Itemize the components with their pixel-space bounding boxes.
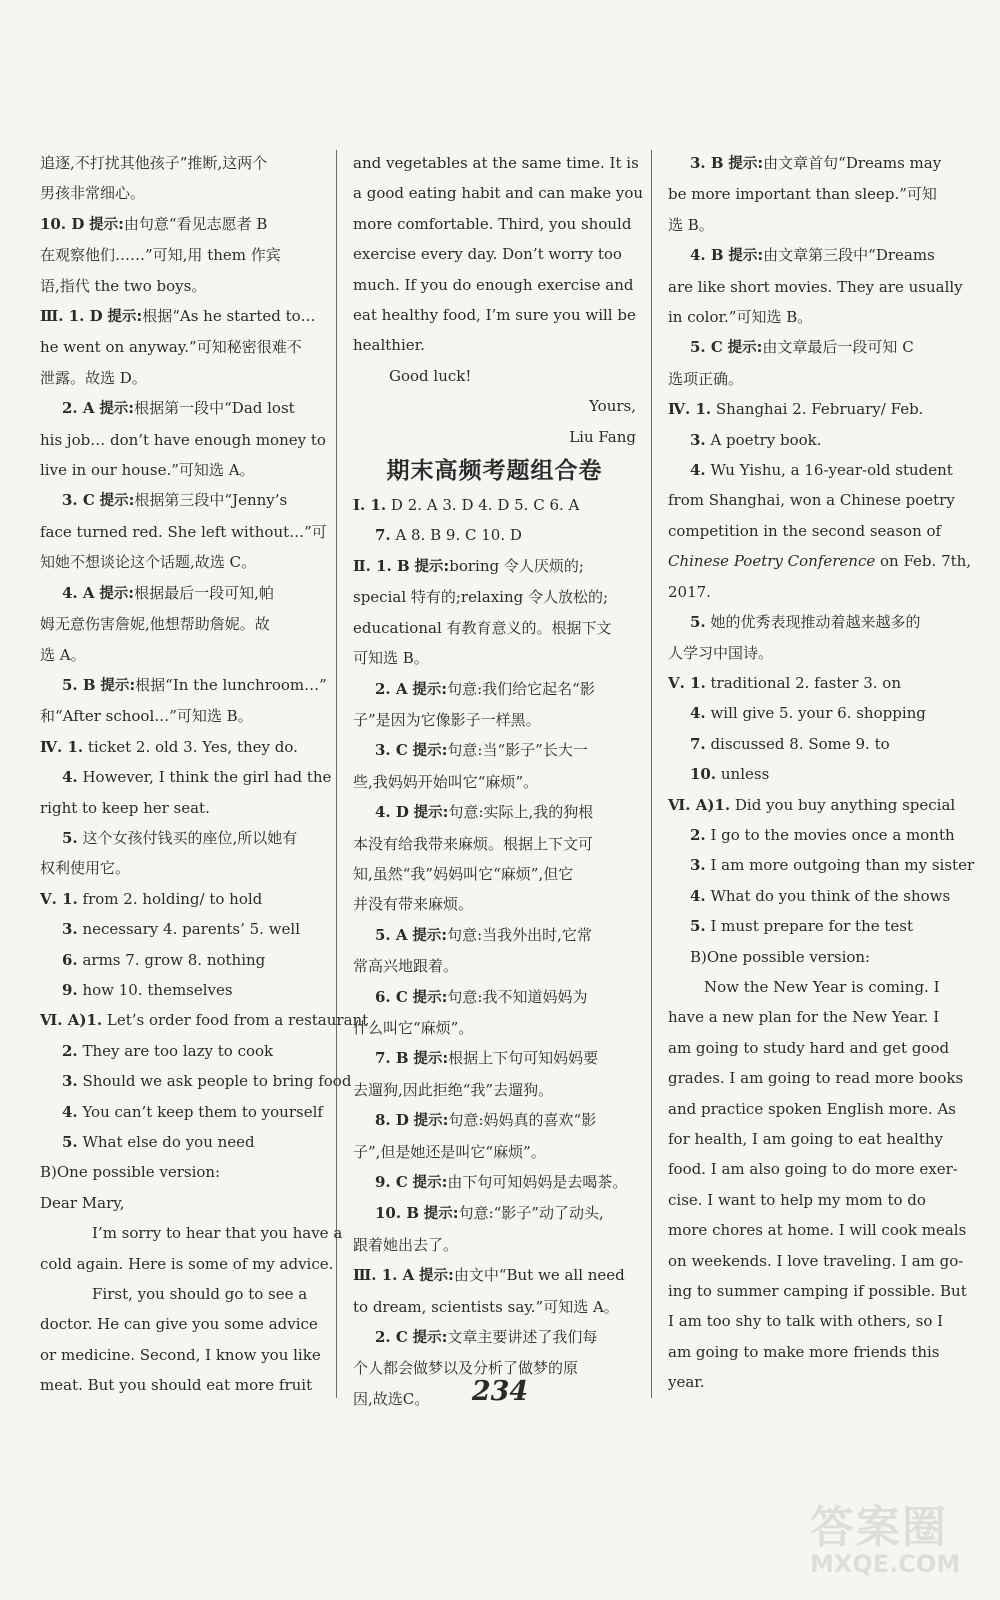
- answer-text: You can’t keep them to yourself: [82, 1102, 323, 1121]
- item-number: 3.: [62, 1072, 78, 1091]
- hint-label: 提示:: [412, 1330, 448, 1347]
- answer-text: 文章主要讲述了我们每: [447, 1328, 598, 1347]
- answer-line: [668, 607, 948, 637]
- answer-line: [40, 914, 320, 944]
- item-number: 3.: [690, 856, 706, 875]
- answer-line: doctor. He can give you some advice: [40, 1315, 318, 1334]
- answer-line: [40, 209, 320, 240]
- answer-text: 由下句可知妈妈是去喝茶。: [447, 1173, 628, 1191]
- item-number: 5.: [62, 1133, 78, 1151]
- item-number: 5. C: [690, 338, 723, 357]
- column-divider-right: [651, 150, 652, 1398]
- answer-text: 根据第一段中“Dad lost: [134, 399, 295, 418]
- hint-label: 提示:: [414, 558, 450, 575]
- item-number: 7. B: [375, 1049, 409, 1068]
- answer-line: are like short movies. They are usually: [668, 277, 963, 296]
- answer-line: cold again. Here is some of my advice.: [40, 1254, 334, 1273]
- answer-line: [40, 762, 332, 792]
- answer-text: unless: [720, 765, 770, 784]
- watermark-text: 答案圈: [810, 1502, 948, 1553]
- answer-line: 子”,但是她还是叫它“麻烦”。: [353, 1142, 546, 1161]
- answer-line: 选 A。: [40, 645, 86, 664]
- answer-line: [668, 546, 972, 576]
- answer-line: 知她不想谈论这个话题,故选 C。: [40, 553, 257, 572]
- hint-label: 提示:: [412, 743, 448, 760]
- answer-line: I am too shy to talk with others, so I: [668, 1312, 944, 1331]
- answer-line: 本没有给我带来麻烦。根据上下文可: [353, 834, 594, 853]
- answer-text: Let’s order food from a restaurant: [106, 1011, 369, 1030]
- item-number: 6.: [62, 950, 78, 969]
- answer-line: [40, 945, 320, 975]
- answer-line: [668, 881, 951, 911]
- item-number: 4.: [690, 461, 706, 480]
- item-number: 3.: [62, 920, 78, 939]
- answer-text: 她的优秀表现推动着越来越多的: [710, 613, 921, 632]
- answer-line: [668, 911, 948, 941]
- hint-label: 提示:: [412, 681, 448, 698]
- answer-line: 选项正确。: [668, 369, 744, 388]
- item-number: 7.: [690, 734, 706, 753]
- item-number: 4.: [690, 704, 706, 723]
- answer-text: will give 5. your 6. shopping: [710, 704, 926, 723]
- answer-line: [40, 393, 320, 424]
- answer-line: [40, 485, 320, 516]
- page-number: 234: [471, 1376, 529, 1407]
- hint-label: 提示:: [412, 1175, 448, 1191]
- answer-line: [668, 240, 948, 271]
- answer-line: exercise every day. Don’t worry too: [353, 245, 622, 264]
- section-title: 期末高频考题组合卷: [386, 458, 603, 485]
- answer-text: What do you think of the shows: [710, 886, 951, 905]
- answer-line: educational 有教育意义的。根据下文: [353, 618, 612, 637]
- answer-text: 由文章第三段中“Dreams: [763, 246, 935, 265]
- answer-line: 可知选 B。: [353, 649, 429, 668]
- answer-text: 句意:当我外出时,它常: [447, 925, 592, 944]
- hint-label: 提示:: [412, 989, 448, 1006]
- answer-line: [40, 578, 320, 609]
- hint-label: 提示:: [100, 677, 136, 694]
- answer-text: 句意:当“影子”长大一: [447, 741, 588, 760]
- answer-line: special 特有的;relaxing 令人放松的;: [353, 588, 609, 607]
- answer-line: Dear Mary,: [40, 1193, 125, 1212]
- hint-label: 提示:: [728, 156, 764, 172]
- answer-line: or medicine. Second, I know you like: [40, 1345, 321, 1364]
- answer-text: necessary 4. parents’ 5. well: [82, 920, 301, 939]
- answer-line: 什么叫它“麻烦”。: [353, 1018, 474, 1037]
- item-number: 6. C: [375, 987, 408, 1006]
- answer-line: eat healthy food, I’m sure you will be: [353, 306, 636, 325]
- answer-line: Now the New Year is coming. I: [704, 977, 940, 996]
- item-number: 2.: [690, 825, 706, 844]
- item-number: 5.: [690, 917, 706, 936]
- answer-line: [40, 975, 320, 1005]
- answer-text: 这个女孩付钱买的座位,所以她有: [82, 828, 298, 847]
- answer-line: [40, 1005, 369, 1035]
- answer-line: food. I am also going to do more exer-: [668, 1160, 958, 1179]
- answer-line: 权利使用它。: [40, 859, 131, 878]
- hint-label: 提示:: [413, 805, 449, 822]
- item-number: Ⅲ. 1. D: [40, 307, 103, 326]
- answer-line: 并没有带来麻烦。: [353, 895, 474, 914]
- answer-line: 追逐,不打扰其他孩子”推断,这两个: [40, 154, 268, 172]
- item-number: 3. C: [62, 491, 95, 510]
- answer-line: right to keep her seat.: [40, 798, 210, 817]
- hint-label: 提示:: [99, 401, 135, 418]
- answer-line: from Shanghai, won a Chinese poetry: [668, 491, 955, 510]
- answer-line: 男孩非常细心。: [40, 184, 146, 203]
- answer-column-3: [668, 148, 975, 1398]
- answer-line: [353, 490, 636, 520]
- answer-line: and vegetables at the same time. It is: [353, 154, 639, 172]
- item-number: 2. A: [62, 399, 95, 418]
- answer-line: [353, 920, 636, 951]
- answer-line: [353, 735, 636, 766]
- answer-line: his job… don’t have enough money to: [40, 430, 326, 449]
- item-number: 9.: [62, 980, 78, 999]
- answer-line: [353, 1260, 636, 1291]
- item-number: 4.: [62, 768, 78, 787]
- answer-line: 知,虽然“我”妈妈叫它“麻烦”,但它: [353, 864, 574, 883]
- answer-text: arms 7. grow 8. nothing: [82, 950, 266, 969]
- answer-line: [40, 1066, 352, 1096]
- item-number: 10. D: [40, 214, 85, 233]
- answer-line: have a new plan for the New Year. I: [668, 1008, 940, 1027]
- answer-text: I go to the movies once a month: [710, 825, 955, 844]
- answer-line: First, you should go to see a: [92, 1285, 308, 1304]
- answer-line: [353, 551, 636, 582]
- item-number: 5.: [690, 613, 706, 632]
- item-number: 3. C: [375, 741, 408, 760]
- answer-line: more chores at home. I will cook meals: [668, 1221, 967, 1240]
- item-number: 3. B: [690, 154, 724, 172]
- item-number: Ⅲ. 1. A: [353, 1266, 415, 1285]
- answer-column-2: [353, 148, 644, 1414]
- answer-text: 根据上下句可知妈妈要: [448, 1049, 599, 1068]
- answer-line: 个人都会做梦以及分析了做梦的原: [353, 1359, 579, 1378]
- hint-label: 提示:: [423, 1206, 459, 1223]
- hint-label: 提示:: [99, 493, 135, 510]
- answer-text: 句意:实际上,我的狗根: [448, 803, 594, 822]
- item-number: 8. D: [375, 1111, 409, 1130]
- answer-text: on Feb. 7th,: [875, 552, 972, 571]
- watermark-logo: [810, 1502, 985, 1595]
- answer-line: am going to study hard and get good: [668, 1038, 950, 1057]
- answer-line: [40, 1036, 320, 1066]
- answer-text: 句意:我不知道妈妈为: [447, 987, 588, 1006]
- answer-line: 常高兴地跟着。: [353, 957, 459, 976]
- answer-line: 在观察他们……”可知,用 them 作宾: [40, 246, 281, 265]
- answer-line: B)One possible version:: [690, 947, 871, 966]
- answer-line: [40, 884, 320, 914]
- hint-label: 提示:: [413, 1113, 449, 1130]
- answer-line: [40, 732, 320, 762]
- answer-line: [353, 1198, 636, 1229]
- answer-line: [668, 850, 975, 880]
- answer-line: [40, 823, 320, 853]
- answer-text: 由文章首句“Dreams may: [763, 154, 942, 172]
- answer-line: meat. But you should eat more fruit: [40, 1376, 313, 1395]
- answer-line: 跟着她出去了。: [353, 1235, 459, 1254]
- answer-line: [668, 820, 955, 850]
- column-divider-left: [336, 150, 337, 1398]
- answer-line: [353, 520, 636, 550]
- answer-text: boring 令人厌烦的;: [449, 556, 584, 575]
- hint-label: 提示:: [419, 1268, 454, 1285]
- answer-line: to dream, scientists say.”可知选 A。: [353, 1297, 619, 1316]
- answer-column-1: [40, 148, 369, 1401]
- answer-line: year.: [668, 1373, 705, 1392]
- answer-text: 由文中“But we all need: [453, 1266, 625, 1285]
- answer-line: Liu Fang: [569, 427, 636, 446]
- answer-line: 些,我妈妈开始叫它“麻烦”。: [353, 772, 539, 791]
- answer-line: 去遛狗,因此拒绝“我”去遛狗。: [353, 1080, 554, 1099]
- answer-line: [668, 698, 948, 728]
- answer-text: Wu Yishu, a 16-year-old student: [710, 461, 953, 480]
- hint-label: 提示:: [413, 1051, 449, 1068]
- answer-text: 根据最后一段可知,帕: [134, 583, 274, 602]
- answer-line: much. If you do enough exercise and: [353, 275, 634, 294]
- item-number: Ⅴ. 1.: [668, 673, 706, 692]
- answer-line: [668, 332, 948, 363]
- item-number: 2. A: [375, 679, 408, 698]
- item-number: 4. B: [690, 246, 724, 265]
- answer-line: [353, 797, 636, 828]
- answer-text: 根据“As he started to…: [142, 307, 316, 326]
- answer-line: [353, 1322, 636, 1353]
- hint-label: 提示:: [727, 340, 763, 357]
- answer-text: However, I think the girl had the: [82, 768, 332, 787]
- answer-line: B)One possible version:: [40, 1163, 221, 1182]
- item-number: Ⅴ. 1.: [40, 889, 78, 908]
- item-number: Ⅵ. A)1.: [40, 1011, 103, 1030]
- answer-line: [40, 1127, 320, 1157]
- hint-label: 提示:: [89, 216, 124, 233]
- answer-line: competition in the second season of: [668, 521, 942, 540]
- answer-line: [353, 1043, 636, 1074]
- answer-text: traditional 2. faster 3. on: [710, 673, 901, 692]
- answer-line: [40, 301, 320, 332]
- answer-line: a good eating habit and can make you: [353, 184, 644, 203]
- answer-line: [668, 425, 948, 455]
- answer-text: 根据“In the lunchroom…”: [135, 675, 327, 694]
- answer-line: [668, 394, 948, 424]
- answer-line: I’m sorry to hear that you have a: [92, 1224, 343, 1243]
- answer-line: [668, 729, 948, 759]
- answer-text: Shanghai 2. February/ Feb.: [715, 400, 924, 419]
- answer-line: cise. I want to help my mom to do: [668, 1190, 926, 1209]
- answer-line: Yours,: [589, 397, 636, 416]
- item-number: 4.: [690, 886, 706, 905]
- item-number: 2. C: [375, 1328, 408, 1347]
- answer-text: 由句意“看见志愿者 B: [123, 214, 268, 233]
- answer-line: live in our house.”可知选 A。: [40, 461, 255, 480]
- answer-text: I must prepare for the test: [710, 917, 914, 936]
- answer-line: [668, 148, 948, 179]
- answer-line: [353, 1105, 636, 1136]
- hint-label: 提示:: [99, 585, 135, 602]
- item-number: Ⅳ. 1.: [40, 737, 84, 756]
- answer-line: he went on anyway.”可知秘密很难不: [40, 338, 302, 357]
- item-number: 10.: [690, 765, 717, 784]
- item-number: Ⅳ. 1.: [668, 400, 712, 419]
- answer-line: 人学习中国诗。: [668, 643, 774, 662]
- answer-text: ticket 2. old 3. Yes, they do.: [87, 737, 298, 756]
- answer-line: 2017.: [668, 582, 711, 601]
- answer-line: 和“After school…”可知选 B。: [40, 707, 253, 726]
- answer-line: [668, 790, 956, 820]
- answer-line: [353, 982, 636, 1013]
- answer-line: am going to make more friends this: [668, 1342, 940, 1361]
- answer-line: [353, 1167, 636, 1198]
- answer-text: 句意:妈妈真的喜欢“影: [448, 1111, 597, 1130]
- item-number: 2.: [62, 1041, 78, 1060]
- answer-line: [668, 668, 948, 698]
- item-number: 10. B: [375, 1204, 419, 1223]
- answer-text: D 2. A 3. D 4. D 5. C 6. A: [390, 496, 580, 515]
- answer-line: face turned red. She left without…”可: [40, 522, 327, 541]
- answer-line: ing to summer camping if possible. But: [668, 1282, 967, 1301]
- answer-text: 根据第三段中“Jenny’s: [134, 491, 288, 510]
- answer-line: 泄露。故选 D。: [40, 368, 147, 387]
- answer-line: 因,故选C。: [353, 1389, 430, 1408]
- answer-text: 由文章最后一段可知 C: [762, 338, 914, 357]
- answer-line: 子”是因为它像影子一样黑。: [353, 710, 541, 729]
- item-number: 4.: [62, 1102, 78, 1121]
- item-number: 3.: [690, 430, 706, 449]
- item-number: 4. A: [62, 583, 95, 602]
- answer-line: more comfortable. Third, you should: [353, 214, 632, 233]
- item-number: Ⅱ. 1. B: [353, 556, 410, 575]
- answer-text: Did you buy anything special: [734, 795, 956, 814]
- item-number: 5.: [62, 828, 78, 847]
- answer-text: discussed 8. Some 9. to: [710, 734, 890, 753]
- answer-text: 句意:我们给它起名“影: [447, 679, 595, 698]
- answer-line: [40, 1097, 323, 1127]
- answer-line: [40, 670, 327, 701]
- answer-text: A 8. B 9. C 10. D: [395, 526, 522, 545]
- answer-line: Good luck!: [389, 366, 472, 385]
- answer-line: be more important than sleep.”可知: [668, 185, 937, 204]
- item-number: 7.: [375, 526, 391, 545]
- answer-line: [668, 759, 948, 789]
- answer-text: A poetry book.: [710, 430, 822, 449]
- answer-line: healthier.: [353, 336, 425, 355]
- answer-text: how 10. themselves: [82, 980, 233, 999]
- answer-line: 语,指代 the two boys。: [40, 276, 207, 295]
- item-number: 5. B: [62, 675, 96, 694]
- answer-line: [353, 674, 636, 705]
- answer-text: What else do you need: [82, 1133, 255, 1151]
- answer-line: grades. I am going to read more books: [668, 1069, 964, 1088]
- hint-label: 提示:: [728, 248, 764, 265]
- answer-line: and practice spoken English more. As: [668, 1099, 956, 1118]
- answer-line: 姆无意伤害詹妮,他想帮助詹妮。故: [40, 615, 270, 634]
- answer-text: I am more outgoing than my sister: [710, 856, 975, 875]
- item-number: 4. D: [375, 803, 409, 822]
- item-number: Ⅵ. A)1.: [668, 795, 731, 814]
- answer-text: 句意:“影子”动了动头,: [458, 1204, 604, 1223]
- answer-line: 选 B。: [668, 215, 714, 234]
- answer-text: They are too lazy to cook: [82, 1041, 274, 1060]
- item-number: 9. C: [375, 1173, 408, 1191]
- item-number: 5. A: [375, 925, 408, 944]
- watermark-site: MXQE.COM: [810, 1550, 961, 1578]
- answer-line: in color.”可知选 B。: [668, 308, 813, 327]
- hint-label: 提示:: [412, 927, 448, 944]
- answer-text: Should we ask people to bring food: [82, 1072, 352, 1091]
- answer-line: for health, I am going to eat healthy: [668, 1130, 943, 1148]
- item-number: Ⅰ. 1.: [353, 496, 387, 515]
- italic-title: Chinese Poetry Conference: [668, 552, 876, 571]
- answer-text: from 2. holding/ to hold: [82, 889, 263, 908]
- hint-label: 提示:: [107, 309, 143, 326]
- answer-line: [668, 455, 953, 485]
- answer-line: on weekends. I love traveling. I am go-: [668, 1251, 964, 1270]
